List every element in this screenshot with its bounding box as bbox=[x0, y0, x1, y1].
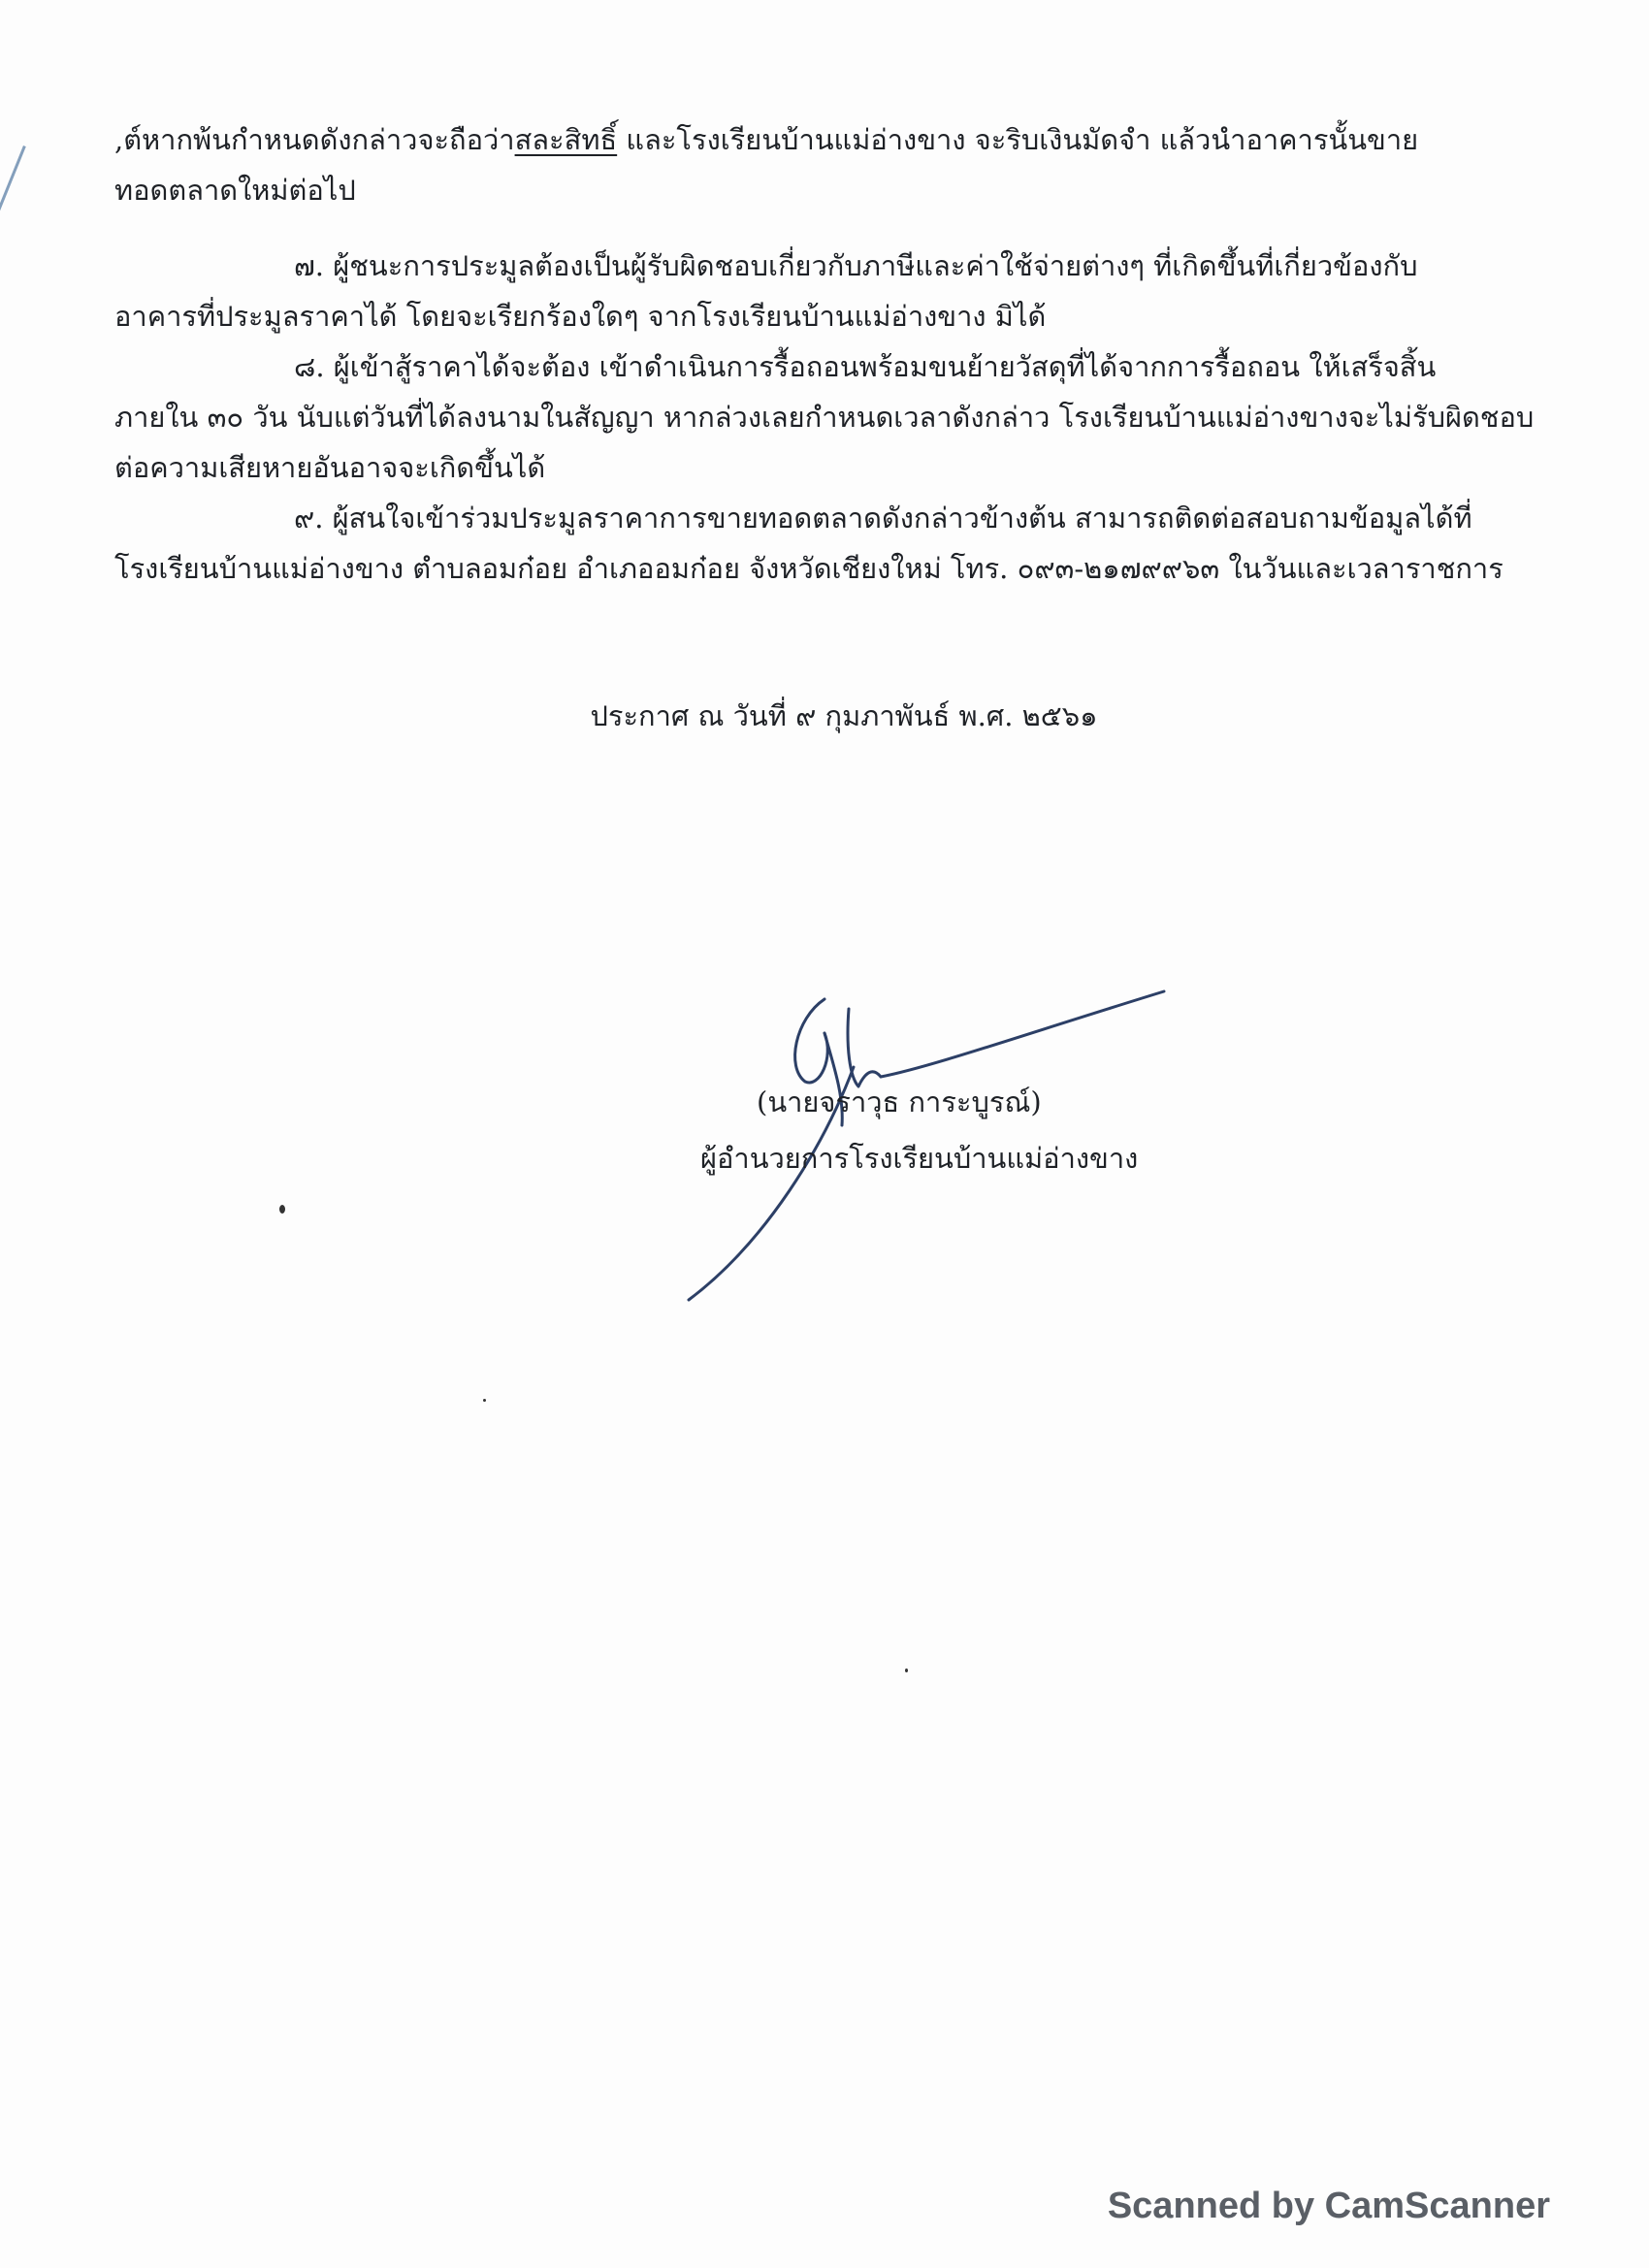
item-8-line-3: ต่อความเสียหายอันอาจจะเกิดขึ้นได้ bbox=[114, 451, 546, 484]
text-segment: ,ต์หากพ้นกำหนดดังกล่าวจะถือว่า bbox=[114, 123, 515, 156]
camscanner-watermark: Scanned by CamScanner bbox=[1107, 2186, 1550, 2226]
item-7-line-1: ๗. ผู้ชนะการประมูลต้องเป็นผู้รับผิดชอบเกี่ยวกับภาษีและค่าใช้จ่ายต่างๆ ที่เกิดขึ้นที่เกี่ยวข้องกับ bbox=[294, 249, 1418, 282]
signer-name: (นายจราวุธ การะบูรณ์) bbox=[757, 1085, 1042, 1118]
scan-speck bbox=[279, 1205, 285, 1214]
item-9-line-1: ๙. ผู้สนใจเข้าร่วมประมูลราคาการขายทอดตลาดดังกล่าวข้างต้น สามารถติดต่อสอบถามข้อมูลได้ที่ bbox=[294, 502, 1472, 535]
announcement-body bbox=[114, 114, 1535, 594]
item-8-line-1: ๘. ผู้เข้าสู้ราคาได้จะต้อง เข้าดำเนินการรื้อถอนพร้อมขนย้ายวัสดุที่ได้จากการรื้อถอน ให้เสร็จสิ้น bbox=[294, 350, 1437, 383]
paragraph-6-line-1 bbox=[114, 114, 1463, 165]
item-7-line-2: อาคารที่ประมูลราคาได้ โดยจะเรียกร้องใดๆ จากโรงเรียนบ้านแม่อ่างขาง มิได้ bbox=[114, 300, 1047, 333]
announcement-date: ประกาศ ณ วันที่ ๙ กุมภาพันธ์ พ.ศ. ๒๕๖๑ bbox=[590, 699, 1098, 732]
scan-speck bbox=[483, 1399, 486, 1402]
forfeit-emphasis: สละสิทธิ์ bbox=[514, 123, 618, 156]
item-8-line-2: ภายใน ๓๐ วัน นับแต่วันที่ได้ลงนามในสัญญา หากล่วงเลยกำหนดเวลาดังกล่าว โรงเรียนบ้านแม่อ่างขางจะไม่รับผิดชอบ bbox=[114, 401, 1535, 434]
scan-edge-mark bbox=[0, 146, 26, 290]
text-segment: และโรงเรียนบ้านแม่อ่างขาง จะริบเงินมัดจำ แล้วนำอาคารนั้นขาย bbox=[617, 123, 1419, 156]
item-9-line-2: โรงเรียนบ้านแม่อ่างขาง ตำบลอมก๋อย อำเภออมก๋อย จังหวัดเชียงใหม่ โทร. ๐๙๓-๒๑๗๙๙๖๓ ในวันและเวลาราชการ bbox=[114, 552, 1504, 585]
scan-speck bbox=[905, 1669, 908, 1672]
signer-position: ผู้อำนวยการโรงเรียนบ้านแม่อ่างขาง bbox=[700, 1142, 1139, 1175]
paragraph-6-line-2: ทอดตลาดใหม่ต่อไป bbox=[114, 174, 356, 207]
